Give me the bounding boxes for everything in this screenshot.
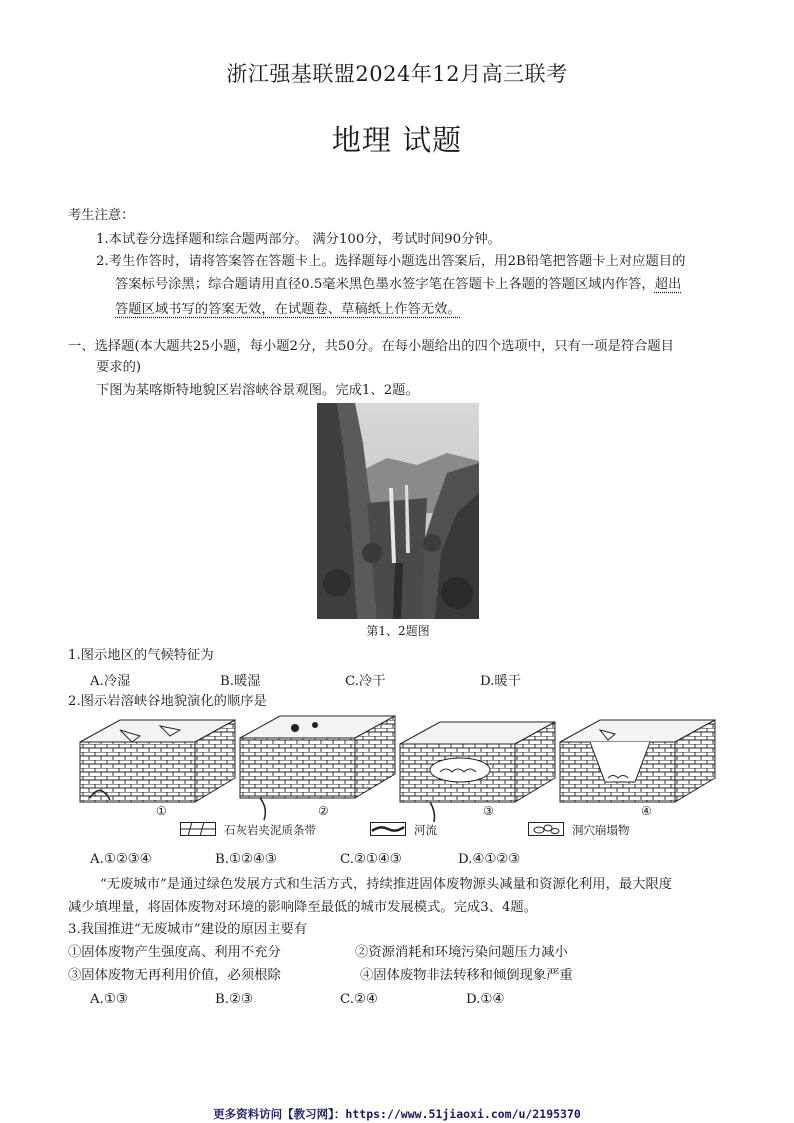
karst-evolution-diagram	[78, 712, 718, 824]
exam-title: 浙江强基联盟2024年12月高三联考	[226, 62, 568, 86]
passage2-line2: 减少填埋量，将固体废物对环境的影响降至最低的城市发展模式。完成3、4题。	[68, 900, 538, 915]
q1-option-c: C.冷干	[345, 674, 386, 689]
river-legend-icon	[370, 822, 406, 836]
q2-stem: 2.图示岩溶峡谷地貌演化的顺序是	[68, 694, 267, 709]
panel-4	[560, 720, 715, 802]
q1-option-b: B.暖湿	[220, 674, 261, 689]
karst-canyon-photo	[317, 403, 479, 619]
q2-option-a: A.①②③④	[90, 852, 152, 867]
legend-limestone: 石灰岩夹泥质条带	[224, 823, 316, 837]
q1-option-a: A.冷湿	[90, 674, 131, 689]
legend-river: 河流	[414, 823, 437, 837]
panel-label-4: ④	[641, 804, 652, 818]
section1-heading-line1: 一、选择题(本大题共25小题，每小题2分，共50分。在每小题给出的四个选项中，只有一项是符合题目	[68, 339, 674, 354]
notice-heading: 考生注意：	[68, 208, 135, 223]
notice-emphasis: 超出	[654, 277, 682, 292]
q2-option-d: D.④①②③	[458, 852, 521, 867]
subject-title: 地理 试题	[331, 123, 463, 157]
q3-option-c: C.②④	[340, 992, 378, 1007]
collapse-debris-legend-icon	[528, 822, 564, 836]
legend-collapse-debris: 洞穴崩塌物	[572, 823, 630, 837]
q3-statement-2: ②资源消耗和环境污染问题压力减小	[355, 945, 568, 960]
q3-stem: 3.我国推进“无废城市”建设的原因主要有	[68, 922, 308, 937]
panel-1	[80, 720, 235, 802]
q3-statement-1: ①固体废物产生强度高、利用不充分	[68, 945, 281, 960]
diagram-legend	[180, 818, 680, 844]
q1-stem: 1.图示地区的气候特征为	[68, 648, 214, 663]
section1-intro: 下图为某喀斯特地貌区岩溶峡谷景观图。完成1、2题。	[96, 383, 419, 398]
limestone-legend-icon	[180, 822, 216, 836]
passage2-line1: “无废城市”是通过绿色发展方式和生活方式，持续推进固体废物源头减量和资源化利用，最大限度	[100, 877, 673, 892]
q3-option-b: B.②③	[215, 992, 253, 1007]
notice-item-2-line1: 2.考生作答时，请将答案答在答题卡上。选择题每小题选出答案后，用2B铅笔把答题卡上对应题目的	[96, 254, 686, 269]
footer-link[interactable]: 更多资料访问【教习网】：https://www.51jiaoxi.com/u/2195370	[213, 1107, 581, 1121]
panel-label-1: ①	[156, 804, 167, 818]
q2-option-c: C.②①④③	[340, 852, 402, 867]
notice-item-2-line3: 答题区域书写的答案无效，在试题卷、草稿纸上作答无效。	[115, 302, 461, 317]
panel-label-2: ②	[318, 804, 329, 818]
q1-option-d: D.暖干	[480, 674, 522, 689]
section1-heading-line2: 要求的)	[96, 360, 142, 375]
q2-option-b: B.①②④③	[215, 852, 277, 867]
panel-3	[400, 722, 555, 822]
figure-caption: 第1、2题图	[366, 624, 430, 638]
q3-option-a: A.①③	[90, 992, 128, 1007]
notice-item-1: 1.本试卷分选择题和综合题两部分。 满分100分，考试时间90分钟。	[96, 232, 501, 247]
q3-option-d: D.①④	[466, 992, 505, 1007]
q3-statement-3: ③固体废物无再利用价值，必须根除	[68, 968, 281, 983]
notice-item-2-line2-text: 答案标号涂黑；综合题请用直径0.5毫米黑色墨水签字笔在答题卡上各题的答题区域内作答，	[115, 277, 655, 292]
panel-label-3: ③	[483, 804, 494, 818]
q3-statement-4: ④固体废物非法转移和倾倒现象严重	[360, 968, 573, 983]
notice-item-2-line2	[115, 274, 681, 296]
